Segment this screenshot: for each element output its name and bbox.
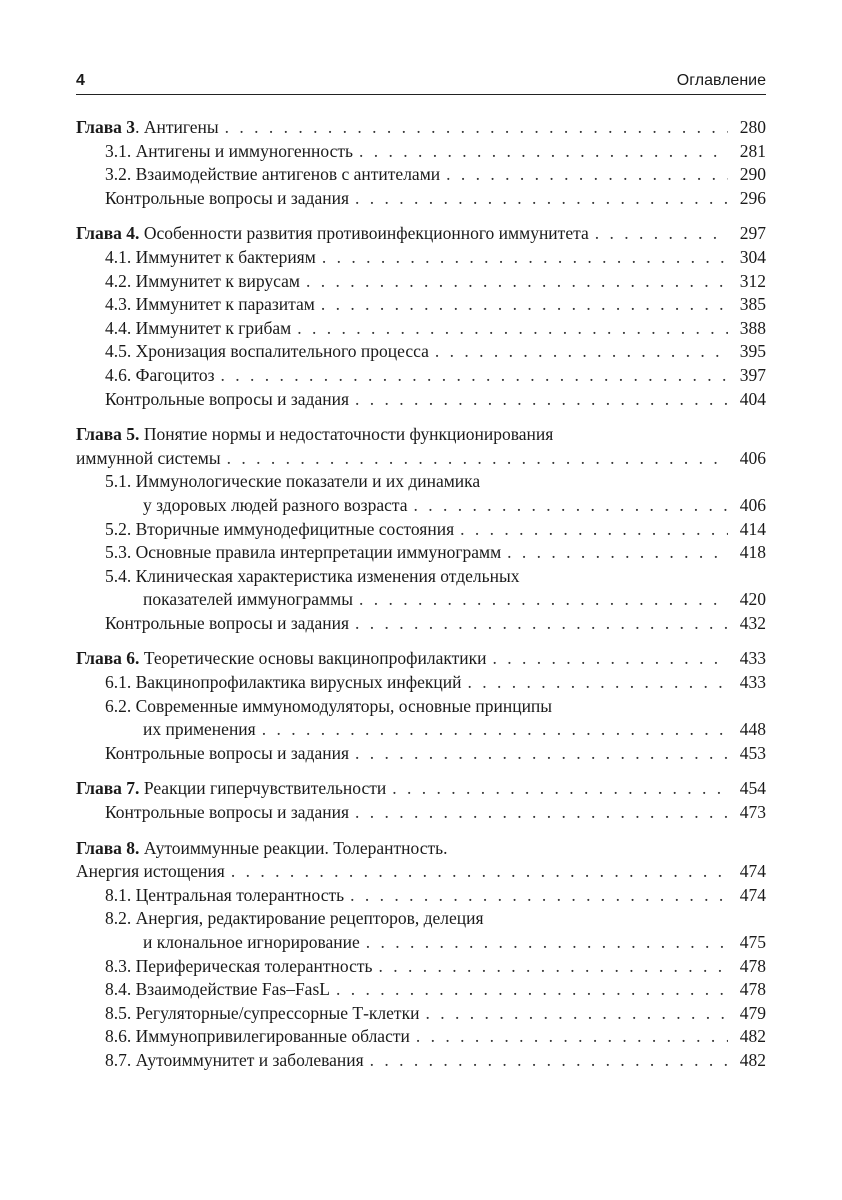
chapter-label: Глава 8.: [76, 837, 140, 858]
page-ref: 414: [739, 518, 766, 539]
toc-chapter-line[interactable]: [76, 447, 766, 471]
toc-entry[interactable]: [76, 518, 766, 542]
leader-dots: [225, 116, 728, 140]
entry-title: 3.1. Антигены и иммуногенность: [105, 140, 353, 161]
leader-dots: [336, 978, 728, 1002]
leader-dots: [227, 447, 728, 471]
toc-chapter: [76, 116, 766, 210]
entry-title: 4.4. Иммунитет к грибам: [105, 317, 292, 338]
running-header: [76, 70, 766, 95]
chapter-title-text: . Антигены: [135, 117, 219, 137]
chapter-label: Глава 6.: [76, 648, 140, 669]
entry-title: 4.1. Иммунитет к бактериям: [105, 246, 316, 267]
entry-title: и клональное игнорирование: [143, 932, 360, 952]
toc-entry[interactable]: [76, 931, 766, 955]
chapter-label: Глава 3: [76, 117, 136, 137]
chapter-title: [76, 837, 447, 861]
entry-title: 4.6. Фагоцитоз: [105, 364, 215, 385]
toc-entry[interactable]: [76, 388, 766, 412]
leader-dots: [370, 1049, 728, 1073]
page-ref: 418: [739, 542, 766, 563]
entry-title: Контрольные вопросы и задания: [105, 802, 349, 823]
leader-dots: [297, 317, 728, 341]
toc-chapter: [76, 837, 766, 1073]
entry-title: 4.2. Иммунитет к вирусам: [105, 270, 300, 291]
toc-chapter-line[interactable]: [76, 647, 766, 671]
toc-entry[interactable]: [76, 801, 766, 825]
leader-dots: [355, 388, 728, 412]
chapter-title: [76, 777, 386, 801]
leader-dots: [392, 777, 728, 801]
toc-entry[interactable]: [76, 364, 766, 388]
page-ref: 482: [739, 1026, 766, 1047]
chapter-title-text: иммунной системы: [76, 447, 221, 468]
chapter-label: Глава 5.: [76, 424, 140, 445]
page-ref: 473: [739, 802, 766, 823]
leader-dots: [413, 494, 728, 518]
toc-entry[interactable]: [76, 187, 766, 211]
chapter-title: [76, 647, 487, 671]
page-ref: 453: [739, 742, 766, 763]
page-ref: 478: [739, 979, 766, 1000]
page-ref: 404: [739, 388, 766, 409]
chapter-title-text: Анергия истощения: [76, 861, 225, 882]
page-ref: 482: [739, 1049, 766, 1070]
leader-dots: [355, 612, 728, 636]
toc-entry[interactable]: [76, 588, 766, 612]
entry-title: 8.2. Анергия, редактирование рецепторов, делеция: [105, 908, 484, 929]
page-ref: 388: [739, 317, 766, 338]
entry-title: 8.3. Периферическая толерантность: [105, 955, 373, 976]
toc-entry[interactable]: [76, 494, 766, 518]
section-title: Оглавление: [676, 72, 766, 89]
entry-title: 6.1. Вакцинопрофилактика вирусных инфекций: [105, 672, 462, 693]
toc-entry[interactable]: [76, 612, 766, 636]
toc-entry[interactable]: [76, 163, 766, 187]
chapter-label: Глава 4.: [76, 223, 140, 244]
leader-dots: [355, 742, 728, 766]
leader-dots: [322, 246, 728, 270]
page-ref: 448: [739, 719, 766, 740]
page-ref: 304: [739, 246, 766, 267]
page-ref: 479: [739, 1002, 766, 1023]
entry-title: показателей иммунограммы: [143, 589, 353, 610]
toc-entry[interactable]: [76, 1025, 766, 1049]
leader-dots: [359, 588, 728, 612]
entry-title: 4.3. Иммунитет к паразитам: [105, 294, 315, 315]
entry-title: 5.4. Клиническая характеристика изменения отдельных: [105, 565, 520, 586]
entry-title: 8.4. Взаимодействие Fas–FasL: [105, 979, 330, 1000]
leader-dots: [460, 518, 728, 542]
toc-entry[interactable]: [76, 541, 766, 565]
chapter-title-text: Аутоиммунные реакции. Толерантность.: [139, 837, 448, 858]
toc-chapter-line[interactable]: [76, 116, 766, 140]
leader-dots: [359, 140, 728, 164]
toc-entry[interactable]: [76, 293, 766, 317]
toc-entry[interactable]: [76, 742, 766, 766]
page-ref: 478: [739, 955, 766, 976]
toc-chapter: [76, 777, 766, 824]
page-ref: 406: [739, 447, 766, 468]
page-number: 4: [76, 72, 85, 89]
entry-title: 3.2. Взаимодействие антигенов с антителами: [105, 164, 441, 185]
page-ref: 433: [739, 672, 766, 693]
chapter-title: [76, 447, 221, 471]
toc-chapter: [76, 222, 766, 411]
toc-entry[interactable]: [76, 565, 766, 589]
entry-title: Контрольные вопросы и задания: [105, 187, 349, 208]
leader-dots: [468, 671, 729, 695]
toc-entry[interactable]: [76, 884, 766, 908]
toc-entry[interactable]: [76, 140, 766, 164]
toc-entry[interactable]: [76, 718, 766, 742]
entry-title: 5.2. Вторичные иммунодефицитные состояния: [105, 518, 455, 539]
page-ref: 297: [739, 223, 766, 244]
toc-entry[interactable]: [76, 246, 766, 270]
leader-dots: [262, 718, 728, 742]
leader-dots: [446, 163, 728, 187]
entry-title: 5.1. Иммунологические показатели и их динамика: [105, 471, 481, 492]
entry-title: Контрольные вопросы и задания: [105, 742, 349, 763]
entry-title: 8.7. Аутоиммунитет и заболевания: [105, 1049, 364, 1070]
entry-title: Контрольные вопросы и задания: [105, 612, 349, 633]
toc-chapter-line[interactable]: [76, 423, 766, 447]
leader-dots: [435, 340, 728, 364]
leader-dots: [355, 801, 728, 825]
leader-dots: [493, 647, 729, 671]
leader-dots: [416, 1025, 728, 1049]
leader-dots: [366, 931, 728, 955]
leader-dots: [231, 860, 728, 884]
chapter-title-text: Понятие нормы и недостаточности функционирования: [139, 424, 554, 445]
chapter-title: [76, 222, 589, 246]
toc-chapter-line[interactable]: [76, 860, 766, 884]
entry-title: Контрольные вопросы и задания: [105, 388, 349, 409]
toc-entry[interactable]: [76, 978, 766, 1002]
chapter-title-text: Теоретические основы вакцинопрофилактики: [139, 648, 487, 669]
toc-entry[interactable]: [76, 317, 766, 341]
toc-entry[interactable]: [76, 340, 766, 364]
toc-chapter-line[interactable]: [76, 777, 766, 801]
chapter-title-text: Особенности развития противоинфекционного иммунитета: [139, 223, 589, 244]
entry-title: 8.1. Центральная толерантность: [105, 884, 345, 905]
entry-title: их применения: [143, 719, 256, 740]
entry-title: 8.6. Иммунопривилегированные области: [105, 1026, 410, 1047]
leader-dots: [378, 955, 728, 979]
leader-dots: [221, 364, 728, 388]
chapter-title: [76, 860, 225, 884]
page-ref: 290: [739, 164, 766, 185]
toc-chapter-line[interactable]: [76, 222, 766, 246]
page-ref: 420: [739, 589, 766, 610]
leader-dots: [321, 293, 728, 317]
toc-entry[interactable]: [76, 907, 766, 931]
page-ref: 312: [739, 270, 766, 291]
toc-entry[interactable]: [76, 1049, 766, 1073]
toc-chapter: [76, 647, 766, 765]
chapter-title: [76, 423, 553, 447]
toc-entry[interactable]: [76, 1002, 766, 1026]
table-of-contents: [76, 116, 766, 1085]
page-ref: 454: [739, 778, 766, 799]
page-ref: 432: [739, 612, 766, 633]
page-ref: 395: [739, 341, 766, 362]
page-ref: 474: [739, 884, 766, 905]
toc-chapter: [76, 423, 766, 635]
entry-title: 5.3. Основные правила интерпретации иммунограмм: [105, 542, 502, 563]
entry-title: у здоровых людей разного возраста: [143, 494, 408, 515]
entry-title: 8.5. Регуляторные/супрессорные Т-клетки: [105, 1002, 420, 1023]
leader-dots: [507, 541, 728, 565]
page-ref: 296: [739, 187, 766, 208]
leader-dots: [350, 884, 728, 908]
page-ref: 385: [739, 294, 766, 315]
leader-dots: [595, 222, 728, 246]
entry-title: 6.2. Современные иммуномодуляторы, основные принципы: [105, 695, 553, 716]
toc-entry[interactable]: [76, 695, 766, 719]
toc-entry[interactable]: [76, 270, 766, 294]
page-ref: 281: [739, 140, 766, 161]
page-ref: 397: [739, 364, 766, 385]
page-ref: 474: [739, 861, 766, 882]
page-ref: 475: [739, 932, 766, 952]
chapter-label: Глава 7.: [76, 778, 140, 799]
toc-entry[interactable]: [76, 955, 766, 979]
entry-title: 4.5. Хронизация воспалительного процесса: [105, 341, 429, 362]
page-ref: 280: [739, 117, 766, 137]
leader-dots: [306, 270, 728, 294]
leader-dots: [425, 1002, 728, 1026]
chapter-title: [76, 116, 219, 140]
page-ref: 433: [739, 648, 766, 669]
leader-dots: [355, 187, 728, 211]
toc-chapter-line[interactable]: [76, 837, 766, 861]
chapter-title-text: Реакции гиперчувствительности: [139, 778, 387, 799]
toc-entry[interactable]: [76, 671, 766, 695]
page-ref: 406: [739, 494, 766, 515]
toc-entry[interactable]: [76, 470, 766, 494]
